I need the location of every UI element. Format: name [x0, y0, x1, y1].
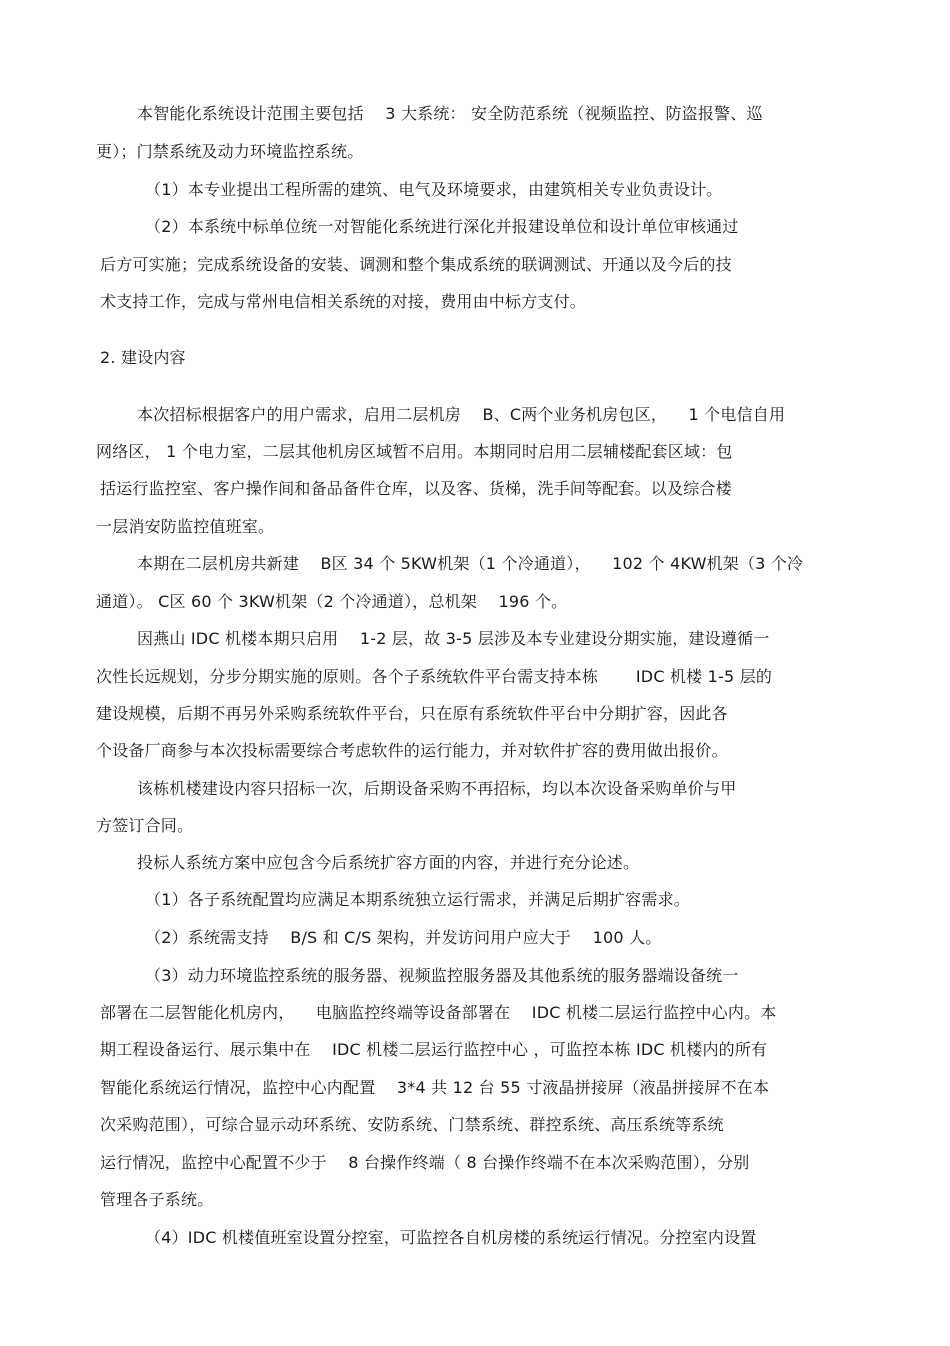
- paragraph-line: 通道）。 C区 60 个 3KW机架（2 个冷通道），总机架 196 个。: [96, 592, 568, 611]
- paragraph-line: 运行情况，监控中心配置不少于 8 台操作终端（ 8 台操作终端不在本次采购范围），分别: [100, 1153, 750, 1172]
- paragraph-line: （3）动力环境监控系统的服务器、视频监控服务器及其他系统的服务器端设备统一: [145, 966, 739, 985]
- paragraph-line: 后方可实施；完成系统设备的安装、调测和整个集成系统的联调测试、开通以及今后的技: [100, 255, 732, 274]
- paragraph-line: 建设规模，后期不再另外采购系统软件平台，只在原有系统软件平台中分期扩容，因此各: [96, 704, 728, 723]
- paragraph-line: （4）IDC 机楼值班室设置分控室，可监控各自机房楼的系统运行情况。分控室内设置: [145, 1228, 757, 1247]
- paragraph-line: 更）；门禁系统及动力环境监控系统。: [96, 142, 364, 161]
- paragraph-line: 管理各子系统。: [100, 1190, 214, 1209]
- paragraph-line: 一层消安防监控值班室。: [96, 517, 275, 536]
- paragraph-line: 部署在二层智能化机房内， 电脑监控终端等设备部署在 IDC 机楼二层运行监控中心内。本: [100, 1003, 777, 1022]
- section-heading: 2. 建设内容: [100, 348, 186, 367]
- paragraph-line: （2）系统需支持 B/S 和 C/S 架构，并发访问用户应大于 100 人。: [145, 928, 662, 947]
- paragraph-line: 智能化系统运行情况，监控中心内配置 3*4 共 12 台 55 寸液晶拼接屏（液晶拼接屏不在本: [100, 1078, 770, 1097]
- paragraph-line: 本智能化系统设计范围主要包括 3 大系统： 安全防范系统（视频监控、防盗报警、巡: [137, 104, 763, 123]
- paragraph-line: 本次招标根据客户的用户需求，启用二层机房 B、C两个业务机房包区， 1 个电信自用: [137, 405, 786, 424]
- paragraph-line: 次性长远规划，分步分期实施的原则。各个子系统软件平台需支持本栋 IDC 机楼 1-5 层的: [96, 667, 773, 686]
- paragraph-line: 次采购范围），可综合显示动环系统、安防系统、门禁系统、群控系统、高压系统等系统: [100, 1115, 724, 1134]
- paragraph-line: （1）各子系统配置均应满足本期系统独立运行需求，并满足后期扩容需求。: [145, 890, 690, 909]
- paragraph-line: 括运行监控室、客户操作间和备品备件仓库，以及客、货梯，洗手间等配套。以及综合楼: [100, 479, 732, 498]
- paragraph-line: 网络区， 1 个电力室，二层其他机房区域暂不启用。本期同时启用二层辅楼配套区域：包: [96, 442, 733, 461]
- paragraph-line: （1）本专业提出工程所需的建筑、电气及环境要求，由建筑相关专业负责设计。: [145, 180, 723, 199]
- paragraph-line: （2）本系统中标单位统一对智能化系统进行深化并报建设单位和设计单位审核通过: [145, 217, 739, 236]
- paragraph-line: 投标人系统方案中应包含今后系统扩容方面的内容，并进行充分论述。: [137, 853, 640, 872]
- paragraph-line: 该栋机楼建设内容只招标一次，后期设备采购不再招标，均以本次设备采购单价与甲: [137, 779, 737, 798]
- paragraph-line: 期工程设备运行、展示集中在 IDC 机楼二层运行监控中心 ，可监控本栋 IDC 机楼内的所有: [100, 1040, 768, 1059]
- paragraph-line: 个设备厂商参与本次投标需要综合考虑软件的运行能力，并对软件扩容的费用做出报价。: [96, 741, 728, 760]
- paragraph-line: 术支持工作，完成与常州电信相关系统的对接，费用由中标方支付。: [100, 292, 587, 311]
- paragraph-line: 因燕山 IDC 机楼本期只启用 1-2 层，故 3-5 层涉及本专业建设分期实施，建设遵循一: [137, 629, 770, 648]
- paragraph-line: 本期在二层机房共新建 B区 34 个 5KW机架（1 个冷通道）， 102 个 4KW机架（3 个冷: [137, 554, 804, 573]
- paragraph-line: 方签订合同。: [96, 816, 194, 835]
